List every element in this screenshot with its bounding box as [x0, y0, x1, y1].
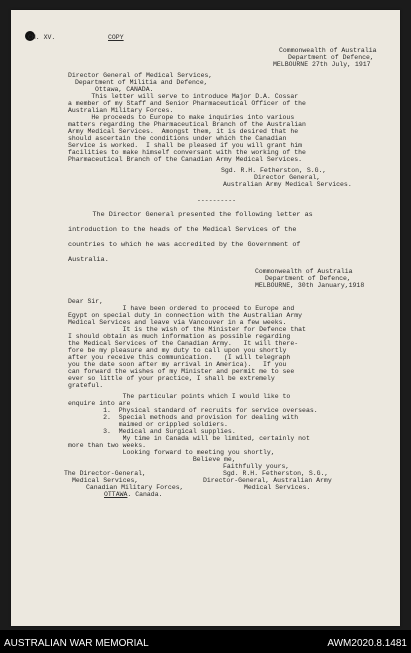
narrative-line: countries to which he was accredited by the Government of	[68, 241, 301, 249]
letter2-body-line: you the date soon after my arrival in America). If you	[68, 361, 287, 368]
letter2-body-line: Looking forward to meeting you shortly,	[68, 449, 275, 456]
letter1-signature-line: Australian Army Medical Services.	[223, 181, 352, 188]
letter2-body-line: the Medical Services of the Canadian Army. It will there-	[68, 340, 299, 347]
letter2-body-line: Medical Services and leave via Vancouver in a few weeks.	[68, 319, 287, 326]
letter1-body-line: facilities to make himself conversant with the working of the	[68, 149, 306, 156]
letter2-body-line: fore be my pleasure and my duty to call upon you shortly	[68, 347, 287, 354]
copy-label: COPY	[108, 34, 124, 41]
archive-footer	[0, 630, 411, 653]
letter2-body-line: Believe me,	[68, 456, 236, 463]
letter1-body-line: matters regarding the Pharmaceutical Branch of the Australian	[68, 121, 306, 128]
letter2-body-line: I should obtain as much information as possible regarding	[68, 333, 291, 340]
letter2-body-line: Egypt on special duty in connection with the Australian Army	[68, 312, 303, 319]
letter1-body-line: He proceeds to Europe to make inquiries into various	[68, 114, 295, 121]
letter1-address-line: Commonwealth of Australia	[279, 47, 377, 54]
footer-institution: AUSTRALIAN WAR MEMORIAL	[4, 638, 149, 649]
letter2-salutation: Dear Sir,	[68, 298, 104, 305]
letter1-recipient-line: Director General of Medical Services,	[68, 72, 213, 79]
letter2-body-line: I have been ordered to proceed to Europe and	[68, 305, 295, 312]
narrative-line: The Director General presented the following letter as	[68, 211, 313, 219]
letter2-closing-line: Director-General, Australian Army	[203, 477, 332, 484]
letter2-addressee-line: Canadian Military Forces,	[86, 484, 184, 491]
letter2-addressee-line: Medical Services,	[72, 477, 139, 484]
letter2-body-line: ever so little of your practice, I shall be extremely	[68, 375, 275, 382]
letter1-recipient-line: Department of Militia and Defence,	[75, 79, 208, 86]
letter1-body-line: Australian Military Forces.	[68, 107, 174, 114]
addressee-country: . Canada.	[127, 491, 163, 498]
addressee-city: OTTAWA	[104, 491, 128, 498]
letter2-address-line: Department of Defence,	[265, 275, 351, 282]
letter2-body-line: grateful.	[68, 382, 104, 389]
letter2-body-line: after you receive this communication. (I will telegraph	[68, 354, 291, 361]
letter1-body-line: Army Medical Services. Amongst them, it is desired that he	[68, 128, 299, 135]
letter1-signature-line: Sgd. R.H. Fetherston, S.G.,	[221, 167, 327, 174]
letter2-body-line: The particular points which I would like to	[68, 393, 291, 400]
letter2-point-line: 2. Special methods and provision for dealing with	[68, 414, 299, 421]
letter2-address-line: Commonwealth of Australia	[255, 268, 353, 275]
letter1-body-line: Service is worked. I shall be pleased if you will grant him	[68, 142, 303, 149]
letter1-signature-line: Director General,	[254, 174, 321, 181]
letter2-body-line: It is the wish of the Minister for Defence that	[68, 326, 306, 333]
letter1-address-line: MELBOURNE 27th July, 1917	[273, 61, 371, 68]
letter1-address-line: Department of Defence,	[288, 54, 374, 61]
chapter-label: CH. XV.	[28, 34, 56, 41]
narrative-line: introduction to the heads of the Medical Services of the	[68, 226, 297, 234]
letter2-body-line: enquire into are	[68, 400, 131, 407]
letter1-body-line: a member of my Staff and Senior Pharmaceutical Officer of the	[68, 100, 306, 107]
letter1-body-line: should ascertain the conditions under which the Canadian	[68, 135, 287, 142]
letter2-body-line: can forward the wishes of my Minister and permit me to see	[68, 368, 295, 375]
section-divider: ----------	[197, 197, 237, 204]
letter2-closing-line: Faithfully yours,	[223, 463, 290, 470]
letter2-point-line: 3. Medical and Surgical supplies.	[68, 428, 236, 435]
narrative-line: Australia.	[68, 256, 109, 264]
letter1-body-line: This letter will serve to introduce Major D.A. Cossar	[68, 93, 299, 100]
letter2-body-line: My time in Canada will be limited, certainly not	[68, 435, 310, 442]
letter2-closing-line: Medical Services.	[244, 484, 311, 491]
letter2-address-line: MELBOURNE, 30th January,1918	[255, 282, 365, 289]
letter2-point-line: maimed or crippled soldiers.	[68, 421, 228, 428]
letter2-body-line: more than two weeks.	[68, 442, 147, 449]
letter2-addressee-line: The Director-General,	[64, 470, 146, 477]
letter2-point-line: 1. Physical standard of recruits for service overseas.	[68, 407, 318, 414]
footer-accession-number: AWM2020.8.1481	[327, 638, 407, 649]
letter2-closing-line: Sgd. R.H. Fetherston, S.G.,	[223, 470, 329, 477]
letter1-recipient-line: Ottawa, CANADA.	[95, 86, 154, 93]
letter2-addressee-location	[104, 491, 163, 498]
letter1-body-line: Pharmaceutical Branch of the Canadian Army Medical Services.	[68, 156, 303, 163]
